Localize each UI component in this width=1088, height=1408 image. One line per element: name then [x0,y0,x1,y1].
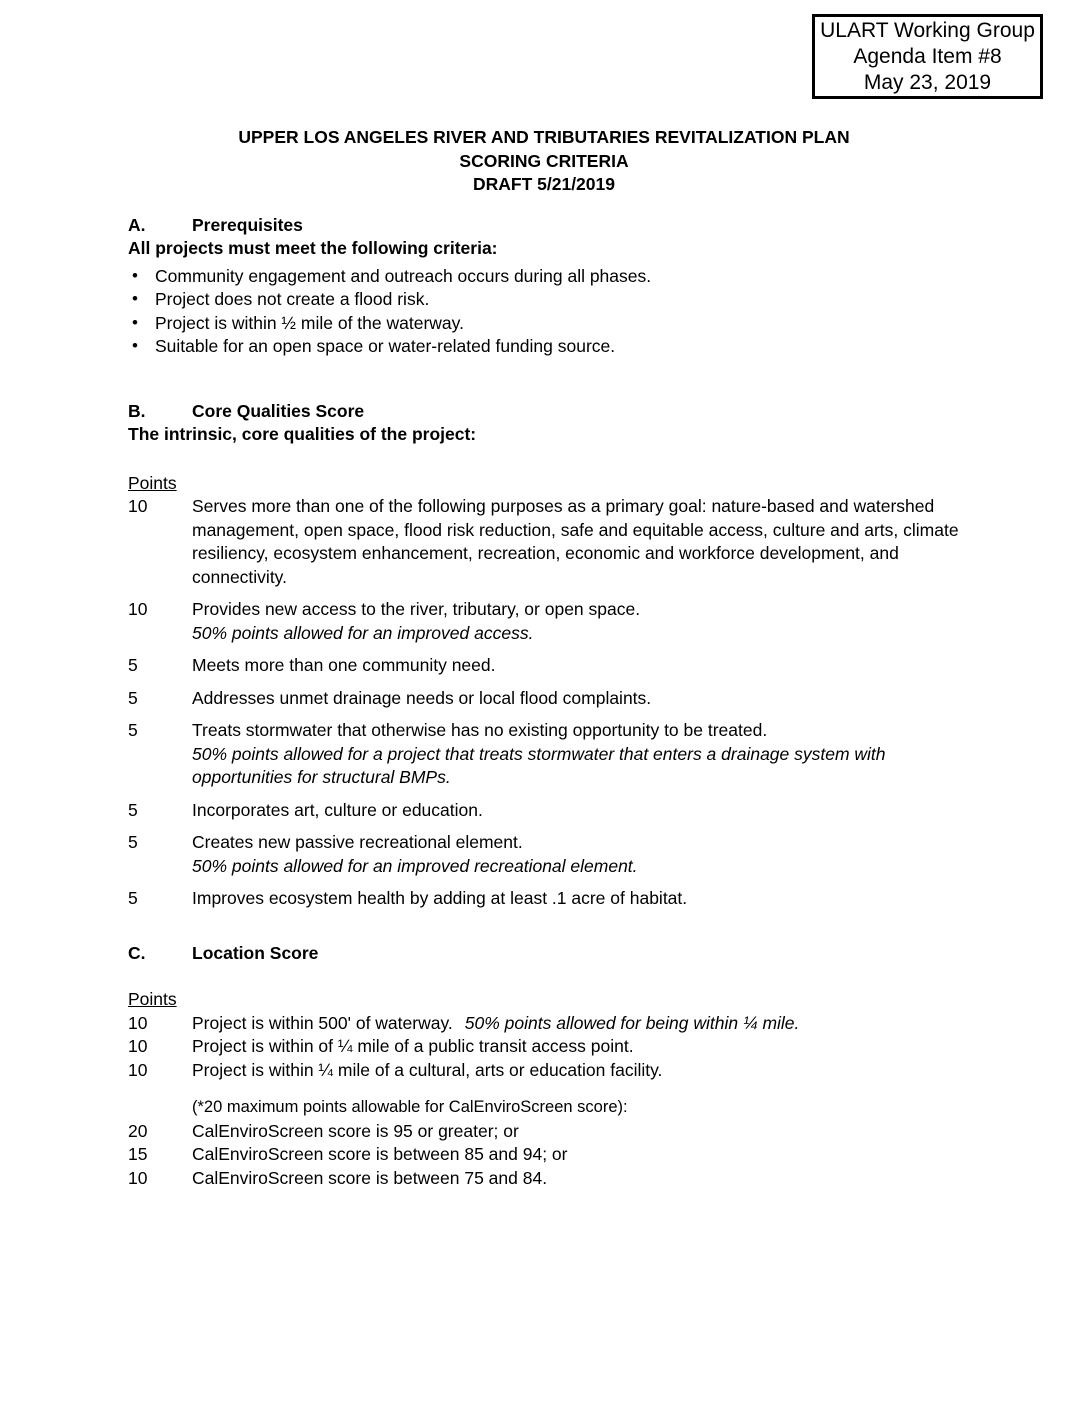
criterion-text: Incorporates art, culture or education. [192,799,483,820]
section-c-title: Location Score [192,942,319,963]
criterion-body [192,1012,978,1036]
points-value: 10 [128,496,148,516]
document-title [128,126,960,197]
points-value: 10 [128,1012,148,1033]
points-value: 10 [128,1036,148,1056]
criterion-row [128,495,978,589]
criterion-note: 50% points allowed for being within ¼ mile. [464,1012,800,1033]
stamp-agenda-item: Agenda Item #8 [853,44,1002,68]
section-a-subheading: All projects must meet the following criteria: [128,238,498,258]
points-value: 5 [128,888,138,908]
criterion-row [128,598,978,645]
stamp-date: May 23, 2019 [863,70,992,94]
criterion-body [192,719,978,790]
criterion-text: Project is within ¼ mile of a cultural, arts or education facility. [192,1059,663,1080]
section-b-label: B. [128,400,146,421]
criterion-row [128,799,978,823]
points-value: 10 [128,1167,148,1188]
prerequisites-list [128,265,978,359]
criterion-text: Project is within 500' of waterway. [192,1012,453,1033]
criterion-text: Creates new passive recreational element. [192,832,523,852]
title-line-draft: DRAFT 5/21/2019 [472,174,615,194]
criterion-note: 50% points allowed for a project that treats stormwater that enters a drainage system with opportunities for structural BMPs. [192,743,886,787]
section-core-qualities [128,400,978,911]
criterion-text: CalEnviroScreen score is between 85 and 94; or [192,1144,568,1164]
criterion-text: Serves more than one of the following purposes as a primary goal: nature-based and watershed management, open space, flood risk reduction, safe and equitable access, culture and arts, climate resiliency, ecosystem enhancement, recreation, economic and workforce development, and connectivity. [192,496,959,587]
criterion-row [128,1035,978,1059]
section-c-heading [128,942,978,966]
criterion-note: 50% points allowed for an improved access. [192,622,534,643]
section-b-title: Core Qualities Score [192,400,365,421]
title-line-scoring: SCORING CRITERIA [459,150,629,171]
agenda-stamp-box [812,14,1043,99]
title-line-plan: UPPER LOS ANGELES RIVER AND TRIBUTARIES REVITALIZATION PLAN [238,127,850,147]
bullet-item: • Community engagement and outreach occurs during all phases. [128,265,978,289]
points-value: 5 [128,799,138,820]
points-column-header: Points [128,989,177,1009]
criterion-row [128,1120,978,1144]
criterion-row [128,1059,978,1083]
points-value: 10 [128,599,148,619]
criterion-text: CalEnviroScreen score is 95 or greater; or [192,1120,519,1141]
criterion-text: Provides new access to the river, tributary, or open space. [192,599,641,619]
section-prerequisites [128,214,978,359]
criterion-text: Addresses unmet drainage needs or local flood complaints. [192,687,652,708]
criterion-row [128,687,978,711]
criterion-body [192,598,978,645]
criterion-row [128,1012,978,1036]
section-c-label: C. [128,942,146,963]
stamp-group: ULART Working Group [820,18,1035,42]
criterion-body [192,831,978,878]
points-column-header: Points [128,472,177,493]
points-value: 5 [128,655,138,675]
points-value: 10 [128,1059,148,1080]
bullet-item: • Project does not create a flood risk. [128,288,978,312]
criterion-note: 50% points allowed for an improved recreational element. [192,855,638,876]
criterion-row [128,831,978,878]
section-location-score [128,942,978,1191]
points-value: 5 [128,832,138,852]
criterion-text: Treats stormwater that otherwise has no existing opportunity to be treated. [192,720,768,740]
points-value: 20 [128,1120,148,1141]
bullet-item: • Project is within ½ mile of the waterway. [128,312,978,336]
criterion-row [128,887,978,911]
points-value: 15 [128,1144,148,1164]
bullet-item: • Suitable for an open space or water-related funding source. [128,335,978,359]
criterion-text: Improves ecosystem health by adding at least .1 acre of habitat. [192,888,688,908]
criterion-text: Project is within of ¼ mile of a public transit access point. [192,1036,634,1056]
criterion-row [128,1167,978,1191]
calenviroscreen-note: (*20 maximum points allowable for CalEnviroScreen score): [192,1098,628,1116]
section-b-subheading: The intrinsic, core qualities of the project: [128,424,477,444]
section-a-label: A. [128,214,146,235]
points-value: 5 [128,687,138,708]
criterion-row [128,654,978,678]
section-a-heading [128,214,978,238]
criterion-text: CalEnviroScreen score is between 75 and 84. [192,1167,548,1188]
criterion-row [128,1143,978,1167]
section-a-title: Prerequisites [192,214,303,235]
criterion-text: Meets more than one community need. [192,655,496,675]
points-value: 5 [128,720,138,740]
criterion-row [128,719,978,790]
section-b-heading [128,400,978,424]
